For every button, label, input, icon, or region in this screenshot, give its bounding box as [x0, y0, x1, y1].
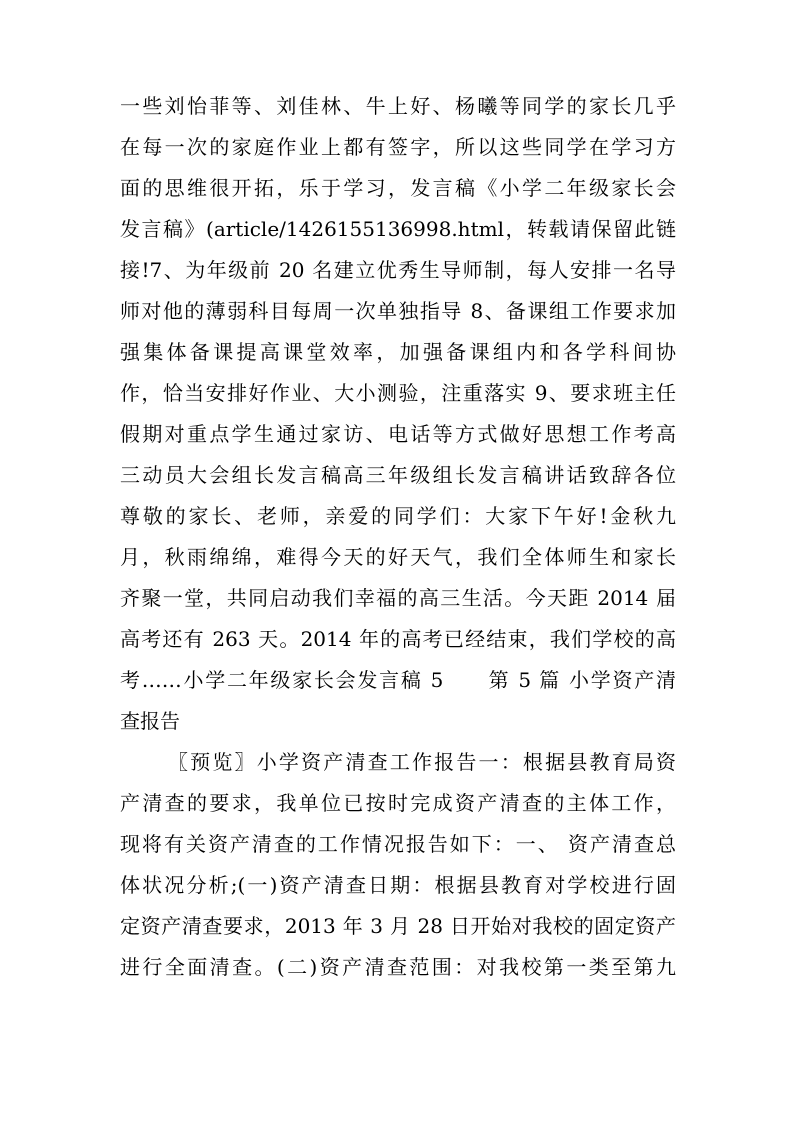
- text-line: 师对他的薄弱科目每周一次单独指导 8、备课组工作要求加: [120, 299, 676, 323]
- text-line: 一些刘怡菲等、刘佳林、牛上好、杨曦等同学的家长几乎: [120, 94, 676, 118]
- text-line: 高考还有 263 天。2014 年的高考已经结束，我们学校的高: [120, 627, 676, 651]
- text-line: 假期对重点学生通过家访、电话等方式做好思想工作考高: [120, 422, 676, 446]
- text-line: 现将有关资产清查的工作情况报告如下：一、 资产清查总: [120, 832, 676, 856]
- text-line: 在每一次的家庭作业上都有签字，所以这些同学在学习方: [120, 135, 676, 159]
- text-line: 进行全面清查。(二)资产清查范围：对我校第一类至第九: [120, 955, 676, 979]
- text-line: 定资产清查要求，2013 年 3 月 28 日开始对我校的固定资产: [120, 914, 676, 938]
- text-line: 强集体备课提高课堂效率，加强备课组内和各学科间协: [120, 340, 676, 364]
- text-line: 查报告: [120, 709, 180, 733]
- text-line: 作，恰当安排好作业、大小测验，注重落实 9、要求班主任: [120, 381, 676, 405]
- text-line: 尊敬的家长、老师，亲爱的同学们：大家下午好!金秋九: [120, 504, 676, 528]
- text-line: 体状况分析;(一)资产清查日期：根据县教育对学校进行固: [120, 873, 676, 897]
- text-line: 月，秋雨绵绵，难得今天的好天气，我们全体师生和家长: [120, 545, 676, 569]
- paragraph-2: [120, 742, 676, 988]
- text-line: 发言稿》(article/1426155136998.html，转载请保留此链: [120, 217, 676, 241]
- text-line: 考……小学二年级家长会发言稿 5 第 5 篇 小学资产清: [120, 668, 676, 692]
- text-line: 齐聚一堂，共同启动我们幸福的高三生活。今天距 2014 届: [120, 586, 676, 610]
- paragraph-1: [120, 86, 676, 742]
- text-line: 三动员大会组长发言稿高三年级组长发言稿讲话致辞各位: [120, 463, 676, 487]
- text-line: 〖预览〗小学资产清查工作报告一：根据县教育局资: [168, 750, 676, 774]
- text-line: 接!7、为年级前 20 名建立优秀生导师制，每人安排一名导: [120, 258, 676, 282]
- document-body: [120, 86, 676, 988]
- text-line: 产清查的要求，我单位已按时完成资产清查的主体工作，: [120, 791, 676, 815]
- text-line: 面的思维很开拓，乐于学习，发言稿《小学二年级家长会: [120, 176, 676, 200]
